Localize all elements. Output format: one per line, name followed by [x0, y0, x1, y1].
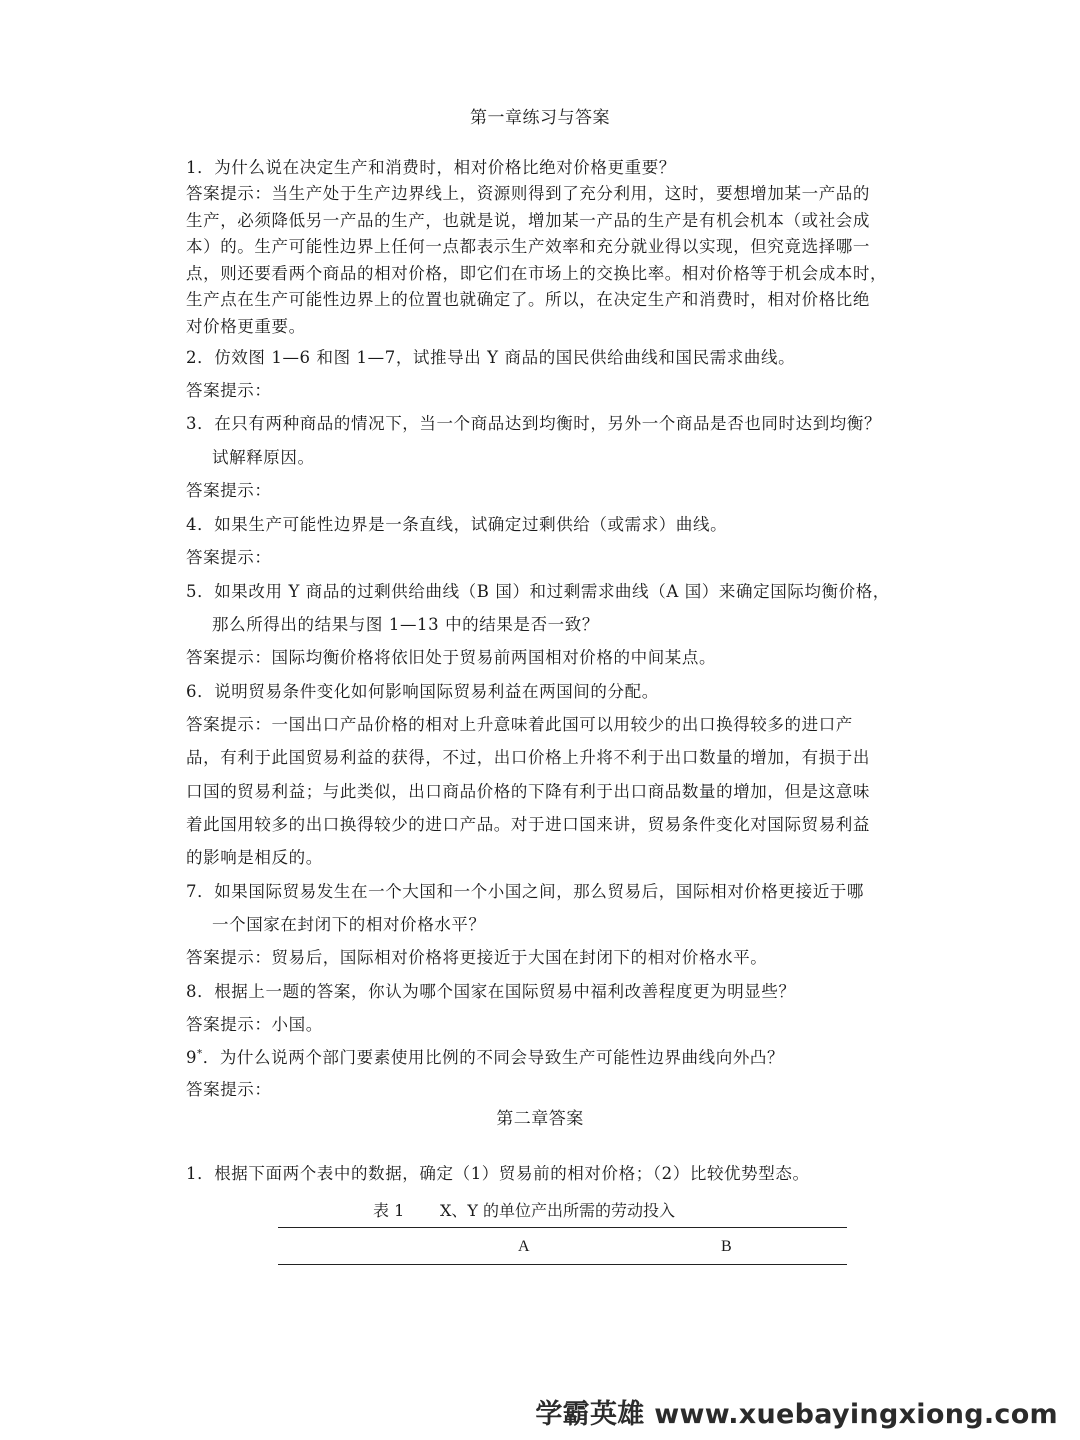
question-2: 2．仿效图 1—6 和图 1—7，试推导出 Y 商品的国民供给曲线和国民需求曲线。: [186, 348, 796, 367]
question-9-text: ．为什么说两个部门要素使用比例的不同会导致生产可能性边界曲线向外凸？: [202, 1048, 785, 1067]
question-7-line-2: 一个国家在封闭下的相对价格水平？: [212, 915, 486, 934]
question-3-line-2: 试解释原因。: [212, 448, 315, 467]
answer-6-line-2: 品，有利于此国贸易利益的获得，不过，出口价格上升将不利于出口数量的增加，有损于出: [186, 748, 870, 767]
question-1: 1．为什么说在决定生产和消费时，相对价格比绝对价格更重要？: [186, 158, 676, 177]
question-9-number: 9: [186, 1048, 198, 1067]
answer-1-line-2: 生产，必须降低另一产品的生产，也就是说，增加某一产品的生产是有机会机本（或社会成: [186, 211, 870, 230]
answer-1-line-5: 生产点在生产可能性边界上的位置也就确定了。所以，在决定生产和消费时，相对价格比绝: [186, 290, 870, 309]
question-5-line-2: 那么所得出的结果与图 1—13 中的结果是否一致？: [212, 615, 599, 634]
site-watermark: 学霸英雄 www.xuebayingxiong.com: [535, 1399, 1058, 1430]
answer-6-line-4: 着此国用较多的出口换得较少的进口产品。对于进口国来讲，贸易条件变化对国际贸易利益: [186, 815, 870, 834]
question-9: [186, 1047, 898, 1069]
answer-9: 答案提示：: [186, 1080, 272, 1099]
answer-1-line-6: 对价格更重要。: [186, 317, 306, 336]
question-7-line-1: 7．如果国际贸易发生在一个大国和一个小国之间，那么贸易后，国际相对价格更接近于哪: [186, 882, 864, 901]
answer-6-line-1: 答案提示：一国出口产品价格的相对上升意味着此国可以用较少的出口换得较多的进口产: [186, 715, 853, 734]
table-caption-label: 表 1: [373, 1201, 405, 1220]
answer-3: 答案提示：: [186, 481, 272, 500]
question-3-line-1: 3．在只有两种商品的情况下，当一个商品达到均衡时，另外一个商品是否也同时达到均衡？: [186, 414, 882, 433]
answer-2: 答案提示：: [186, 381, 272, 400]
chapter2-question-1: 1．根据下面两个表中的数据，确定（1）贸易前的相对价格；（2）比较优势型态。: [186, 1164, 810, 1183]
question-6: 6．说明贸易条件变化如何影响国际贸易利益在两国间的分配。: [186, 682, 659, 701]
answer-1-line-3: 本）的。生产可能性边界上任何一点都表示生产效率和充分就业得以实现，但究竟选择哪一: [186, 237, 870, 256]
question-9-star: *: [197, 1048, 203, 1060]
answer-8: 答案提示：小国。: [186, 1015, 323, 1034]
table-column-b: B: [721, 1238, 732, 1255]
answer-1-line-4: 点，则还要看两个商品的相对价格，即它们在市场上的交换比率。相对价格等于机会成本时，: [186, 264, 888, 283]
answer-6-line-5: 的影响是相反的。: [186, 848, 323, 867]
table-header-rule: [278, 1264, 847, 1265]
chapter2-title: 第二章答案: [496, 1109, 584, 1129]
answer-7: 答案提示：贸易后，国际相对价格将更接近于大国在封闭下的相对价格水平。: [186, 948, 768, 967]
chapter1-title: 第一章练习与答案: [470, 108, 610, 128]
question-4: 4．如果生产可能性边界是一条直线，试确定过剩供给（或需求）曲线。: [186, 515, 728, 534]
answer-4: 答案提示：: [186, 548, 272, 567]
question-5-line-1: 5．如果改用 Y 商品的过剩供给曲线（B 国）和过剩需求曲线（A 国）来确定国际均衡价格，: [186, 582, 890, 601]
table-top-rule: [278, 1227, 847, 1228]
question-8: 8．根据上一题的答案，你认为哪个国家在国际贸易中福利改善程度更为明显些？: [186, 982, 796, 1001]
answer-6-line-3: 口国的贸易利益；与此类似，出口商品价格的下降有利于出口商品数量的增加，但是这意味: [186, 782, 870, 801]
table-column-a: A: [518, 1238, 530, 1255]
table-caption-text: X、Y 的单位产出所需的劳动投入: [440, 1201, 676, 1220]
answer-1-line-1: 答案提示：当生产处于生产边界线上，资源则得到了充分利用，这时，要想增加某一产品的: [186, 184, 870, 203]
answer-5: 答案提示：国际均衡价格将依旧处于贸易前两国相对价格的中间某点。: [186, 648, 717, 667]
